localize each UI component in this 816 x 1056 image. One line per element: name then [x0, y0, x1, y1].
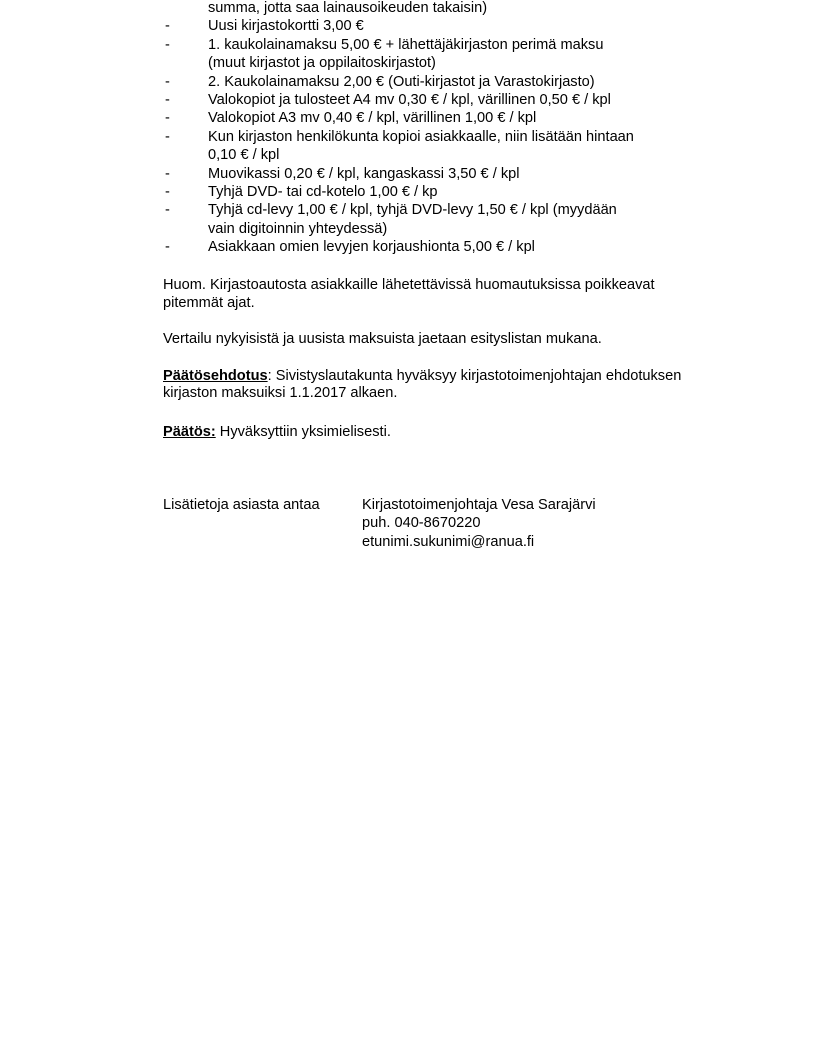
contact-phone: puh. 040-8670220 — [362, 515, 481, 532]
list-item-text: (muut kirjastot ja oppilaitoskirjastot) — [208, 55, 436, 72]
contact-name: Kirjastotoimenjohtaja Vesa Sarajärvi — [362, 497, 596, 513]
list-item-text: Uusi kirjastokortti 3,00 € — [208, 18, 364, 35]
list-item-text: vain digitoinnin yhteydessä) — [208, 220, 388, 237]
proposal-label: Päätösehdotus — [163, 368, 268, 384]
list-item — [163, 73, 634, 91]
list-continuation: summa, jotta saa lainausoikeuden takaisin) — [208, 0, 488, 16]
list-item — [163, 91, 634, 109]
note-paragraph — [163, 276, 655, 313]
list-item-text: 2. Kaukolainamaksu 2,00 € (Outi-kirjastot ja Varastokirjasto) — [208, 73, 595, 90]
proposal-text-cont: kirjaston maksuiksi 1.1.2017 alkaen. — [163, 385, 398, 401]
bullet-dash: - — [165, 202, 170, 219]
bullet-dash: - — [165, 184, 170, 201]
contact-email: etunimi.sukunimi@ranua.fi — [362, 533, 535, 550]
proposal-paragraph — [163, 368, 681, 402]
list-item — [163, 165, 634, 183]
bullet-dash: - — [165, 165, 170, 182]
bullet-dash: - — [165, 18, 170, 35]
bullet-dash: - — [165, 128, 170, 145]
list-item-text: Muovikassi 0,20 € / kpl, kangaskassi 3,50 € / kpl — [208, 165, 520, 182]
fee-list — [163, 0, 634, 257]
list-item — [163, 109, 634, 127]
list-item — [163, 128, 634, 165]
decision-label: Päätös: — [163, 424, 216, 440]
list-item-text: 1. kaukolainamaksu 5,00 € + lähettäjäkirjaston perimä maksu — [208, 36, 604, 53]
list-item — [163, 17, 634, 35]
list-item-text: Tyhjä cd-levy 1,00 € / kpl, tyhjä DVD-levy 1,50 € / kpl (myydään — [208, 202, 617, 219]
note-line: Huom. Kirjastoautosta asiakkaille lähetettävissä huomautuksissa poikkeavat — [163, 277, 655, 293]
list-item-text: Valokopiot ja tulosteet A4 mv 0,30 € / kpl, värillinen 0,50 € / kpl — [208, 92, 611, 109]
bullet-dash: - — [165, 92, 170, 109]
bullet-dash: - — [165, 239, 170, 256]
list-item-text: 0,10 € / kpl — [208, 147, 280, 164]
proposal-text: : Sivistyslautakunta hyväksyy kirjastotoimenjohtajan ehdotuksen — [267, 368, 682, 384]
list-item-text: Kun kirjaston henkilökunta kopioi asiakkaalle, niin lisätään hintaan — [208, 128, 634, 145]
decision-text: Hyväksyttiin yksimielisesti. — [215, 424, 391, 440]
note-line: pitemmät ajat. — [163, 295, 255, 312]
contact-block — [163, 496, 596, 550]
list-item — [163, 36, 634, 73]
list-item-text: Tyhjä DVD- tai cd-kotelo 1,00 € / kp — [208, 184, 438, 201]
contact-label: Lisätietoja asiasta antaa — [163, 497, 320, 513]
bullet-dash: - — [165, 36, 170, 53]
list-item-text: Asiakkaan omien levyjen korjaushionta 5,00 € / kpl — [208, 239, 535, 256]
bullet-dash: - — [165, 110, 170, 127]
list-item — [163, 183, 634, 201]
list-item — [163, 201, 634, 238]
comparison-paragraph: Vertailu nykyisistä ja uusista maksuista jaetaan esityslistan mukana. — [163, 331, 602, 347]
decision-paragraph — [163, 423, 391, 441]
list-item — [163, 238, 634, 256]
list-item-text: Valokopiot A3 mv 0,40 € / kpl, värillinen 1,00 € / kpl — [208, 110, 537, 127]
bullet-dash: - — [165, 73, 170, 90]
